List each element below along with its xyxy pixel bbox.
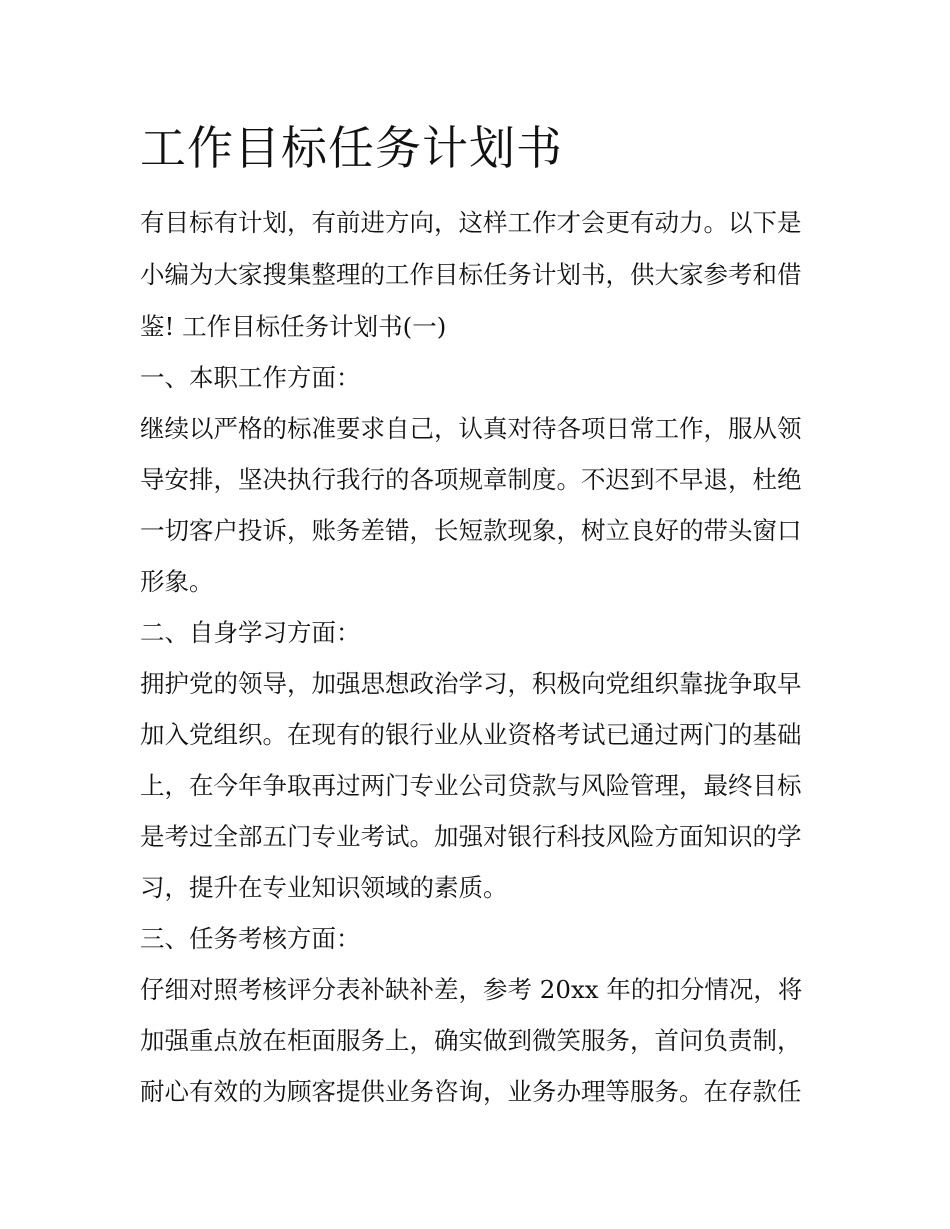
document-title: 工作目标任务计划书 bbox=[140, 121, 563, 175]
paragraph-line: 加强重点放在柜面服务上，确实做到微笑服务，首问负责制， bbox=[140, 1026, 802, 1055]
paragraph-line: 上，在今年争取再过两门专业公司贷款与风险管理，最终目标 bbox=[140, 771, 802, 800]
paragraph-line: 有目标有计划，有前进方向，这样工作才会更有动力。以下是 bbox=[140, 208, 802, 237]
paragraph-line: 形象。 bbox=[140, 567, 214, 596]
paragraph-line: 导安排，坚决执行我行的各项规章制度。不迟到不早退，杜绝 bbox=[140, 465, 802, 494]
section-heading: 二、自身学习方面： bbox=[140, 618, 361, 647]
paragraph-line: 拥护党的领导，加强思想政治学习，积极向党组织靠拢争取早 bbox=[140, 669, 802, 698]
paragraph-line: 是考过全部五门专业考试。加强对银行科技风险方面知识的学 bbox=[140, 822, 802, 851]
paragraph-line: 仔细对照考核评分表补缺补差，参考 20xx 年的扣分情况，将 bbox=[140, 975, 803, 1004]
paragraph-line: 小编为大家搜集整理的工作目标任务计划书，供大家参考和借 bbox=[140, 260, 802, 289]
section-heading: 一、本职工作方面： bbox=[140, 363, 361, 392]
section-heading: 三、任务考核方面： bbox=[140, 924, 361, 953]
paragraph-line: 耐心有效的为顾客提供业务咨询，业务办理等服务。在存款任 bbox=[140, 1077, 802, 1106]
paragraph-line: 继续以严格的标准要求自己，认真对待各项日常工作，服从领 bbox=[140, 414, 802, 443]
paragraph-line: 习，提升在专业知识领域的素质。 bbox=[140, 873, 508, 902]
paragraph-line: 一切客户投诉，账务差错，长短款现象，树立良好的带头窗口 bbox=[140, 516, 802, 545]
paragraph-line: 加入党组织。在现有的银行业从业资格考试已通过两门的基础 bbox=[140, 720, 802, 749]
paragraph-line: 鉴! 工作目标任务计划书(一) bbox=[140, 312, 447, 341]
